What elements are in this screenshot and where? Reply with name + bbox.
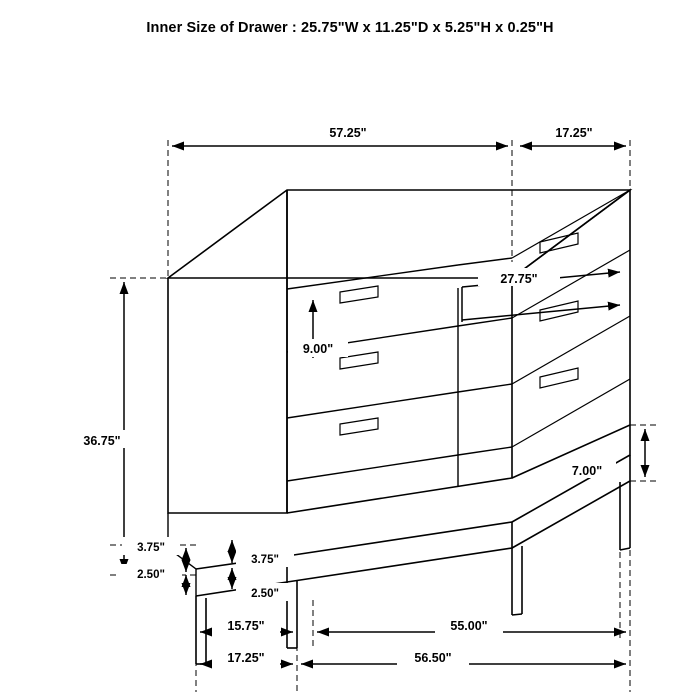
dimension-labels	[66, 122, 616, 666]
dim-overall-height: 36.75"	[83, 434, 121, 448]
dim-overall-width: 56.50"	[414, 651, 452, 665]
dim-drawer-height: 9.00"	[302, 342, 334, 356]
dim-drawer-width: 27.75"	[500, 272, 538, 286]
dim-foot-depth: 17.25"	[227, 651, 265, 665]
page-title: Inner Size of Drawer : 25.75"W x 11.25"D x 5.25"H x 0.25"H	[146, 20, 554, 36]
dim-rail-height-a: 3.75"	[137, 542, 165, 554]
dim-rail-height-b: 3.75"	[251, 554, 279, 566]
dim-base-height-a: 2.50"	[137, 569, 165, 581]
dim-leg-height-right: 7.00"	[571, 464, 603, 478]
dim-base-depth: 15.75"	[227, 619, 265, 633]
dim-top-depth: 17.25"	[555, 126, 593, 140]
dim-base-height-b: 2.50"	[251, 588, 279, 600]
dim-base-width: 55.00"	[450, 619, 488, 633]
dimension-lines	[124, 146, 645, 664]
dim-top-width: 57.25"	[329, 126, 367, 140]
extension-lines	[110, 140, 660, 692]
